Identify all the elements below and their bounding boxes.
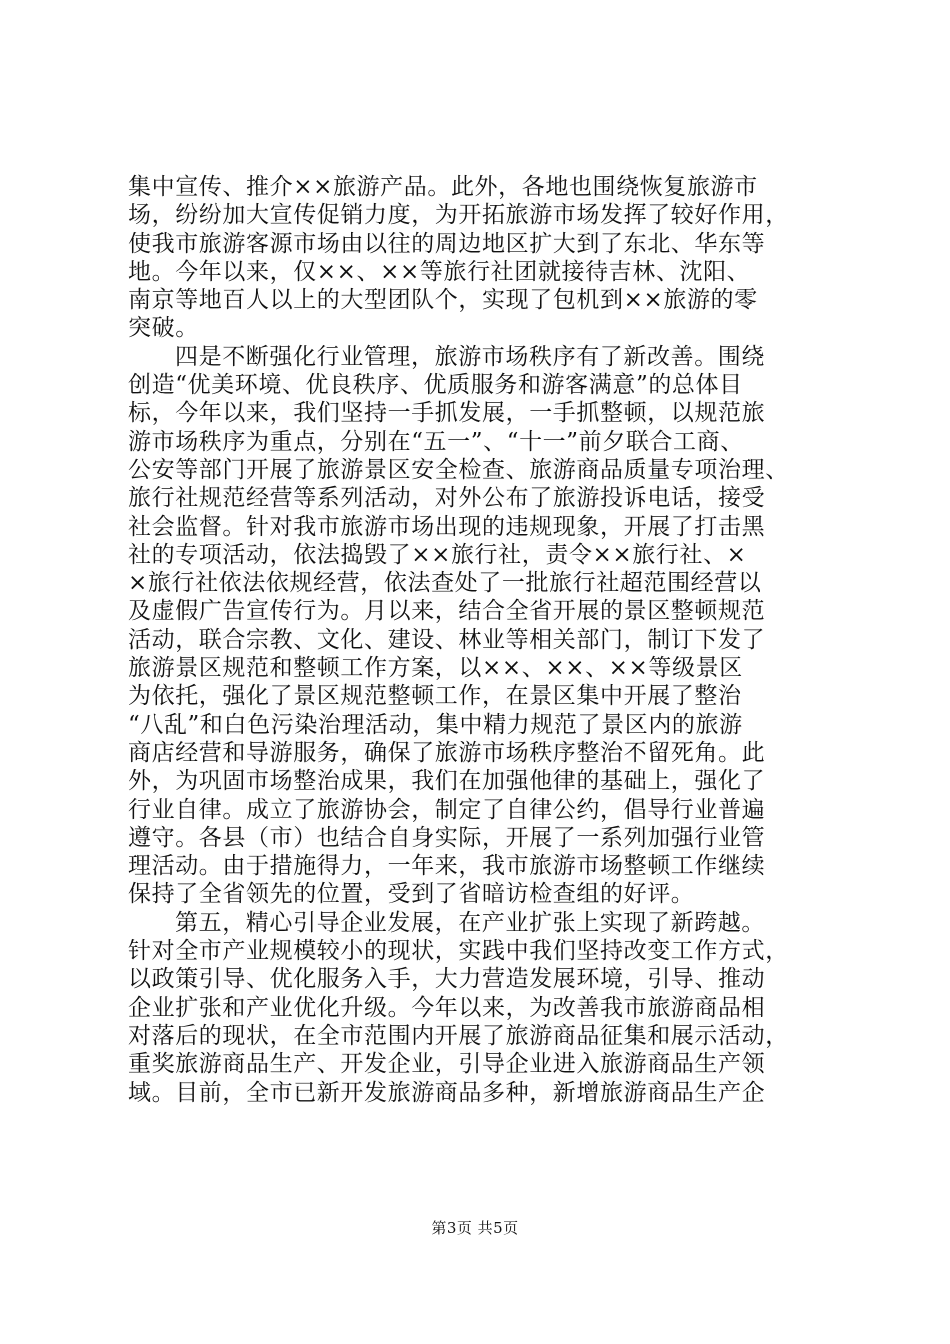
- text-line: 集中宣传、推介××旅游产品。此外，各地也围绕恢复旅游市: [128, 174, 758, 200]
- text-line: “八乱”和白色污染治理活动，集中精力规范了景区内的旅游: [128, 711, 743, 738]
- text-line: 行业自律。成立了旅游协会，制定了自律公约，倡导行业普遍: [128, 796, 766, 823]
- text-line: 以政策引导、优化服务入手，大力营造发展环境，引导、推动: [128, 966, 766, 993]
- text-line: 对落后的现状，在全市范围内开展了旅游商品征集和展示活动，: [128, 1022, 789, 1049]
- text-line: 南京等地百人以上的大型团队个，实现了包机到××旅游的零: [128, 287, 758, 314]
- text-line: 活动，联合宗教、文化、建设、林业等相关部门，制订下发了: [128, 626, 766, 653]
- text-line: ×旅行社依法依规经营，依法查处了一批旅行社超范围经营以: [128, 570, 762, 597]
- text-line: 企业扩张和产业优化升级。今年以来，为改善我市旅游商品相: [128, 994, 766, 1021]
- text-line: 突破。: [128, 315, 199, 342]
- page-footer: [0, 1217, 950, 1238]
- text-line: 理活动。由于措施得力，一年来，我市旅游市场整顿工作继续: [128, 853, 766, 880]
- text-line: 商店经营和导游服务，确保了旅游市场秩序整治不留死角。此: [128, 739, 766, 766]
- body-text: [128, 173, 828, 1107]
- text-line: 社会监督。针对我市旅游市场出现的违规现象，开展了打击黑: [128, 513, 766, 540]
- text-line: 遵守。各县（市）也结合自身实际，开展了一系列加强行业管: [128, 824, 766, 851]
- page-number-indicator: 第3页 共5页: [431, 1219, 519, 1237]
- text-line: 游市场秩序为重点，分别在“五一”、“十一”前夕联合工商、: [128, 428, 744, 455]
- text-line: 创造“优美环境、优良秩序、优质服务和游客满意”的总体目: [128, 372, 743, 399]
- text-line: 旅行社规范经营等系列活动，对外公布了旅游投诉电话，接受: [128, 485, 766, 512]
- text-line: 使我市旅游客源市场由以往的周边地区扩大到了东北、华东等: [128, 230, 766, 257]
- text-line: 外，为巩固市场整治成果，我们在加强他律的基础上，强化了: [128, 768, 766, 795]
- text-line: 为依托，强化了景区规范整顿工作，在景区集中开展了整治: [128, 683, 742, 710]
- text-line: 地。今年以来，仅××、××等旅行社团就接待吉林、沈阳、: [128, 258, 751, 285]
- text-line: 公安等部门开展了旅游景区安全检查、旅游商品质量专项治理、: [128, 456, 789, 483]
- paragraph-start-line: 四是不断强化行业管理，旅游市场秩序有了新改善。围绕: [175, 343, 765, 370]
- text-line: 标，今年以来，我们坚持一手抓发展，一手抓整顿，以规范旅: [128, 400, 766, 427]
- text-line: 保持了全省领先的位置，受到了省暗访检查组的好评。: [128, 881, 695, 908]
- paragraph-start-line: 第五，精心引导企业发展，在产业扩张上实现了新跨越。: [175, 909, 765, 936]
- text-line: 社的专项活动，依法捣毁了××旅行社，责令××旅行社、×: [128, 541, 747, 568]
- text-line: 域。目前，全市已新开发旅游商品多种，新增旅游商品生产企: [128, 1079, 766, 1106]
- text-line: 重奖旅游商品生产、开发企业，引导企业进入旅游商品生产领: [128, 1051, 766, 1078]
- text-line: 及虚假广告宣传行为。月以来，结合全省开展的景区整顿规范: [128, 598, 766, 625]
- text-line: 旅游景区规范和整顿工作方案，以××、××、××等级景区: [128, 655, 743, 682]
- text-line: 针对全市产业规模较小的现状，实践中我们坚持改变工作方式，: [128, 938, 789, 965]
- text-line: 场，纷纷加大宣传促销力度，为开拓旅游市场发挥了较好作用，: [128, 202, 789, 229]
